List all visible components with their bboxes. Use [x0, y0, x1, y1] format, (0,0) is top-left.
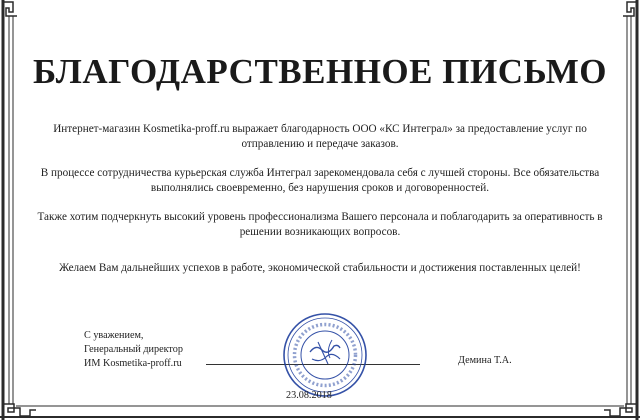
company-stamp: [282, 312, 368, 398]
paragraph-wishes: Желаем Вам дальнейших успехов в работе, экономической стабильности и достижения поставленных целей!: [59, 262, 581, 274]
letter-date: 23.08.2018: [286, 390, 332, 401]
paragraph-professionalism: Также хотим подчеркнуть высокий уровень профессионализма Вашего персонала и поблагодарить за оперативность в решении возникающих вопросов.: [37, 211, 603, 238]
company-text: ИМ Kosmetika-proff.ru: [84, 358, 182, 369]
position-text: Генеральный директор: [84, 344, 183, 355]
letter-title: БЛАГОДАРСТВЕННОЕ ПИСЬМО: [33, 52, 607, 91]
signature-block: [84, 329, 183, 371]
paragraph-gratitude: Интернет-магазин Kosmetika-proff.ru выражает благодарность ООО «КС Интеграл» за предоставление услуг по отправлению и передаче заказов.: [53, 123, 587, 150]
regards-text: С уважением,: [84, 330, 144, 341]
signer-name: Демина Т.А.: [458, 355, 512, 366]
paragraph-cooperation: В процессе сотрудничества курьерская служба Интеграл зарекомендовала себя с лучшей стороны. Все обязательства выполнялись своевременно, без нарушения сроков и договоренностей.: [40, 167, 600, 194]
